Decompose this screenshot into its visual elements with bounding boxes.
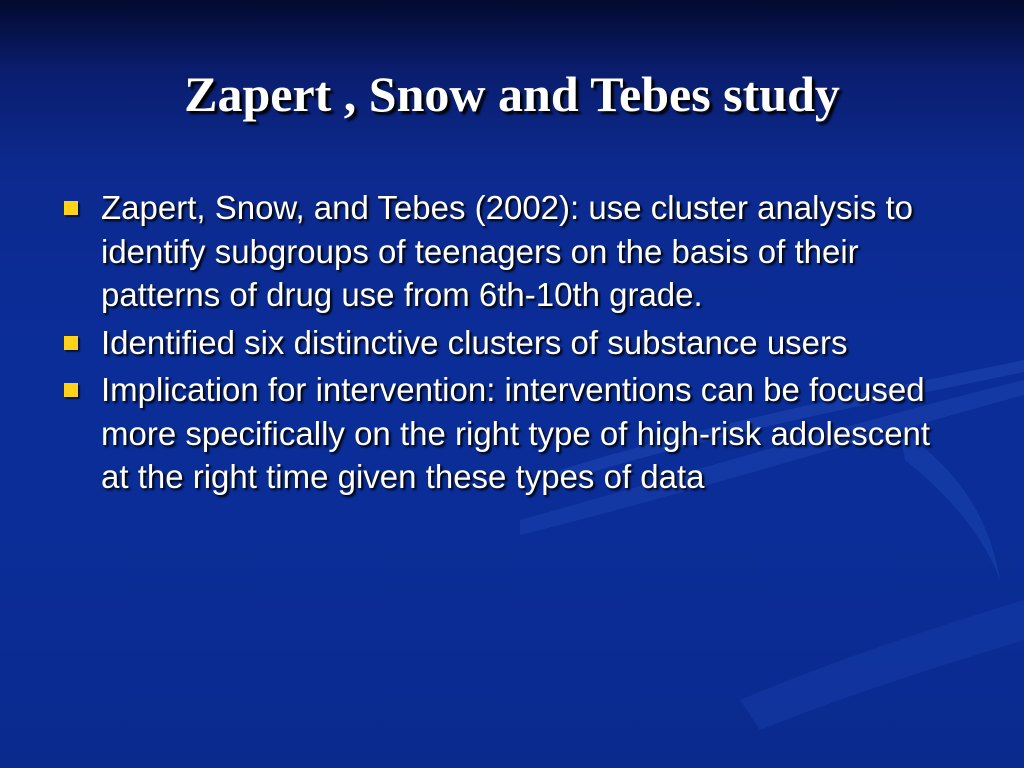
square-bullet-icon [64,201,78,215]
bullet-item [60,321,960,365]
bullet-text: Implication for intervention: interventions can be focused more specifically on the right type of high-risk adolescent at the right time given these types of data [101,371,931,495]
bullet-text: Identified six distinctive clusters of substance users [101,323,848,361]
slide-title: Zapert , Snow and Tebes study [184,66,840,122]
square-bullet-icon [64,336,78,350]
bullet-text: Zapert, Snow, and Tebes (2002): use cluster analysis to identify subgroups of teenagers on the basis of their patterns of drug use from 6th-10th grade. [101,189,914,313]
bullet-item [60,368,960,499]
square-bullet-icon [64,383,78,397]
bullet-item [60,186,960,317]
bullet-list [60,186,960,503]
